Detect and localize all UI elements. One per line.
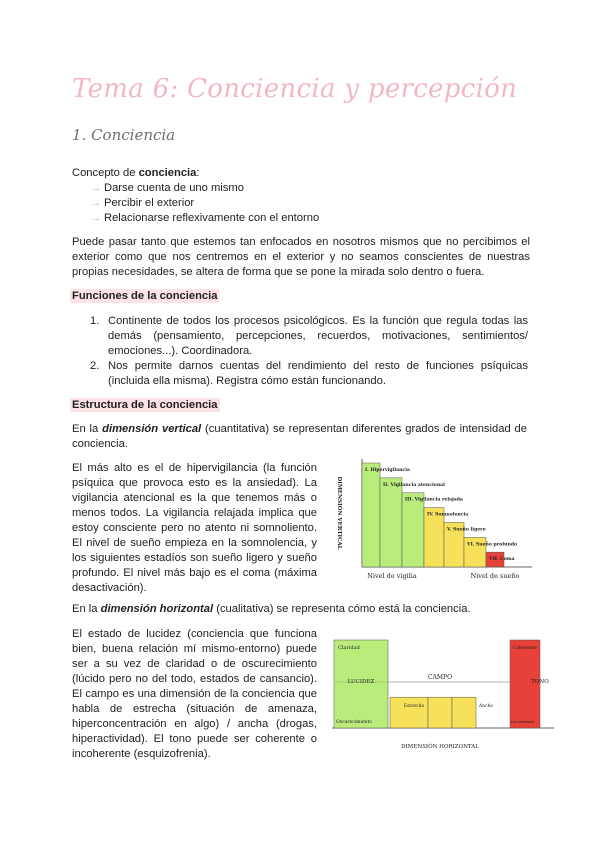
text-line: hiperconcentración en algo) / ancha (drogas, [72, 718, 317, 730]
ancho-label: Ancho [478, 704, 494, 709]
coherente-label: Coherente [513, 646, 537, 651]
group-label-vigilia: Nivel de vigilia [367, 572, 417, 580]
bar-label-6: VI. Sueño profundo [467, 542, 518, 548]
estructura-heading-text: Estructura de la conciencia [72, 399, 218, 411]
text-line: demás (pensamiento, percepciones, recuerdos, motivaciones, sentimientos/ [108, 330, 528, 342]
concept-item [90, 211, 319, 226]
concept-item-text: Relacionarse reflexivamente con el entorno [104, 212, 320, 224]
bar-3 [402, 493, 424, 567]
concept-lead-text: Concepto de [72, 167, 139, 179]
group-label-sueno: Nivel de sueño [470, 572, 520, 580]
text-line: menos todos. La vigilancia relajada implica que [72, 507, 317, 519]
text-line: desactivación). [72, 582, 147, 594]
concept-item [90, 196, 194, 211]
funciones-item-1 [90, 314, 528, 359]
intro-pre: En la [72, 423, 103, 435]
lucidez-label: LUCIDEZ [347, 679, 375, 685]
concept-lead [72, 166, 200, 181]
bar-1 [362, 463, 380, 567]
text-line: exterior como que nos centremos en el exterior y no seamos conscientes de nuestras [72, 251, 530, 263]
estructura-heading [70, 398, 220, 413]
text-line: Puede pasar tanto que estemos tan enfocados en nosotros mismos que no percibimos el [72, 236, 530, 248]
text-line: El más alto es el de hipervigilancia (la función [72, 462, 317, 474]
horizontal-paragraph [72, 627, 317, 762]
text-line: incoherente (esquizofrenia). [72, 748, 211, 760]
bar-2 [390, 697, 428, 728]
intro-pre: En la [72, 603, 101, 615]
horizontal-intro [72, 602, 471, 617]
text-line: El estado de lucidez (conciencia que funciona [72, 628, 317, 640]
concept-lead-bold: conciencia [138, 167, 197, 179]
funciones-item-2 [90, 359, 528, 389]
concept-item [90, 181, 244, 196]
funciones-heading [70, 289, 219, 304]
bar-2 [380, 478, 402, 567]
tono-label: TONO [531, 679, 549, 685]
concept-lead-end: : [196, 167, 200, 179]
bar-label-3: III. Vigilancia relajada [405, 497, 463, 503]
vertical-term: dimensión vertical [102, 423, 202, 435]
vertical-intro [72, 422, 527, 452]
incoherente-label: Incoherente [511, 719, 535, 724]
arrow-right-icon: → [90, 212, 102, 224]
intro-paragraph [72, 235, 530, 280]
intro-post: (cuantitativa) se representan diferentes grados de intensidad de [201, 423, 527, 435]
text-line: emociones...). Coordinadora. [108, 345, 253, 357]
x-axis-label: DIMENSIÓN HORIZONTAL [401, 744, 479, 750]
bar-3 [428, 697, 452, 728]
text-line: conciencia. [72, 438, 128, 450]
text-line: El nivel de sueño empieza en la somnolencia, y [72, 537, 317, 549]
concept-item-text: Percibir el exterior [104, 197, 195, 209]
estrecho-label: Estrecho [403, 704, 425, 709]
concept-item-text: Darse cuenta de uno mismo [104, 182, 244, 194]
campo-label: CAMPO [427, 674, 453, 681]
text-line: bien, buena relación mí mismo-entorno) puede [72, 643, 317, 655]
claridad-label: Claridad [338, 645, 360, 651]
text-line: profundo. El nivel más bajo es el coma (máxima [72, 567, 317, 579]
horizontal-dimension-chart [332, 636, 557, 756]
list-number: 2. [90, 360, 100, 372]
text-line: (incluida ella misma). Registra cómo están funcionando. [108, 375, 386, 387]
bar-label-4: IV. Somnolencia [427, 512, 469, 518]
bar-label-2: II. Vigilancia atencional [383, 482, 445, 488]
intro-post: (cualitativa) se representa cómo está la conciencia. [213, 603, 471, 615]
text-line: vigilancia atencional es la que tenemos más o [72, 492, 317, 504]
bar-label-1: I. Hipervigilancia [365, 468, 410, 473]
text-line: los siguientes estadíos son sueño ligero y sueño [72, 552, 317, 564]
bar-label-5: V. Sueño ligero [447, 527, 486, 533]
bar-4 [452, 697, 476, 728]
text-line: ser a su vez de claridad o de oscurecimiento [72, 658, 317, 670]
arrow-right-icon: → [90, 197, 102, 209]
bar-label-7: VII. Coma [489, 557, 515, 563]
text-line: estoy consciente pero no atento ni somnoliento. [72, 522, 317, 534]
vertical-dimension-chart [330, 455, 535, 585]
text-line: Nos permite darnos cuentas del rendimiento del resto de funciones psíquicas [108, 360, 528, 372]
text-line: psíquica que provoca esto es la ansiedad). La [72, 477, 317, 489]
text-line: hiperactividad). El tono puede ser coherente o [72, 733, 317, 745]
vertical-paragraph [72, 461, 317, 596]
section-title: 1. Conciencia [72, 126, 176, 144]
text-line: (lúcido pero no del todo, estados de cansancio). [72, 673, 317, 685]
page-title: Tema 6: Conciencia y percepción [72, 74, 518, 104]
y-axis-label: DIMENSIÓN VERTICAL [336, 476, 342, 550]
text-line: habla de estrecha (situación de amenaza, [72, 703, 317, 715]
horizontal-term: dimensión horizontal [100, 603, 214, 615]
text-line: propias necesidades, se altera de forma que se pone la mirada solo dentro o fuera. [72, 266, 485, 278]
funciones-heading-text: Funciones de la conciencia [72, 290, 218, 302]
list-number: 1. [90, 315, 100, 327]
arrow-right-icon: → [90, 182, 102, 194]
text-line: Continente de todos los procesos psicológicos. Es la función que regula todas las [108, 315, 528, 327]
oscurecimiento-label: Oscurecimiento [336, 720, 372, 725]
text-line: El campo es una dimensión de la conciencia que [72, 688, 317, 700]
